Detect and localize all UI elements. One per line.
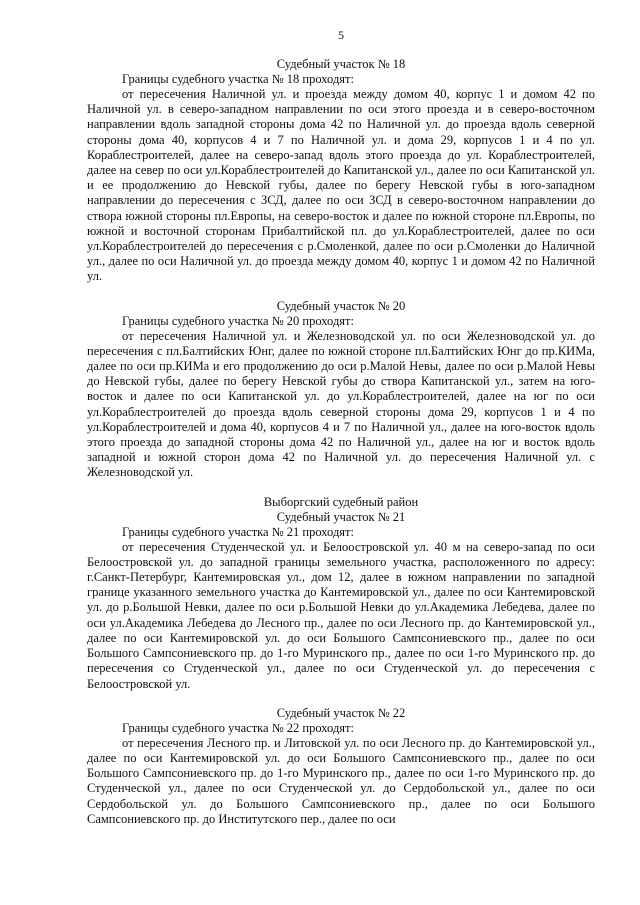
page-number: 5 [338,28,344,42]
section-text: от пересечения Наличной ул. и Железноводской ул. по оси Железноводской ул. до пересечения с пл.Балтийских Юнг, далее по южной стороне пл.Балтийских Юнг до пр.КИМа, далее по оси пр.КИМа и его продолжению до оси р.Малой Невы, далее по оси р.Малой Невы до Невской губы, далее по берегу Невской губы до створа Капитанской ул., затем на юго-восток и далее по оси Капитанской ул. до ул.Кораблестроителей, далее на юг по оси ул.Кораблестроителей до проезда вдоль северной стороны дома 29, корпусов 1 и 4 по ул.Кораблестроителей и дома 40, корпусов 4 и 7 по Наличной ул., далее на юго-восток вдоль этого проезда до западной стороны дома 42 по Наличной ул., далее на юг и восток вдоль западной и южной сторон дома 42 по Наличной ул. до пересечения Наличной ул. с Железноводской ул. [87,328,595,480]
section-court-21 [87,495,595,692]
document-page [87,28,595,827]
section-text: от пересечения Наличной ул. и проезда между домом 40, корпус 1 и домом 42 по Наличной ул. в северо-западном направлении по оси этого проезда и в северо-восточном направлении вдоль западной стороны дома 42 по Наличной ул. до проезда вдоль северной стороны дома 40, корпусов 4 и 7 по Наличной ул. и дома 29, корпусов 1 и 4 по ул. Кораблестроителей, далее на северо-запад вдоль этого проезда до ул. Кораблестроителей, далее на север по оси ул.Кораблестроителей до Капитанской ул., далее по оси Капитанской ул. и ее продолжению до Невской губы, далее по берегу Невской губы в юго-западном направлении до пересечения с ЗСД, далее по оси ЗСД в северо-восточном направлении до створа южной стороны пл.Европы, на северо-восток и далее по южной стороне пл.Европы, по южной и восточной сторонам Прибалтийской пл. до ул.Кораблестроителей, далее по оси ул.Кораблестроителей до пересечения с р.Смоленкой, далее по оси р.Смоленки до Наличной ул., далее по оси Наличной ул. до проезда между домом 40, корпус 1 и домом 42 по Наличной ул. [87,87,595,284]
section-lead: Границы судебного участка № 18 проходят: [122,72,354,86]
section-court-22 [87,706,595,827]
section-lead: Границы судебного участка № 20 проходят: [122,313,354,328]
section-title: Судебный участок № 22 [276,705,406,720]
section-text: от пересечения Студенческой ул. и Белоостровской ул. 40 м на северо-запад по оси Белоостровской ул. до западной границы земельного участка, расположенного по адресу: г.Санкт-Петербург, Кантемировская ул., дом 12, далее в южном направлении по западной границе указанного земельного участка до Кантемировской ул., далее по оси Кантемировской ул. до р.Большой Невки, далее по оси р.Большой Невки до ул.Академика Лебедева, далее по оси ул.Академика Лебедева до Лесного пр., далее по оси Лесного пр. до Кантемировской ул., далее по оси Кантемировской ул. до оси Большого Сампсониевского пр., далее по оси Большого Сампсониевского пр. до 1-го Муринского пр., далее по оси 1-го Муринского пр. до пересечения со Студенческой ул., далее по оси Студенческой ул. до пересечения с Белоостровской ул. [87,539,595,691]
section-lead: Границы судебного участка № 22 проходят: [122,720,354,735]
section-court-20 [87,299,595,481]
section-title: Судебный участок № 20 [276,298,406,313]
district-title: Выборгский судебный район [263,494,419,509]
section-court-18 [87,57,595,285]
section-title: Судебный участок № 18 [276,57,406,71]
section-title: Судебный участок № 21 [276,509,406,524]
section-lead: Границы судебного участка № 21 проходят: [122,524,354,539]
section-text: от пересечения Лесного пр. и Литовской ул. по оси Лесного пр. до Кантемировской ул., далее по оси Кантемировской ул. до оси Большого Сампсониевского пр., далее по оси Большого Сампсониевского пр. до 1-го Муринского пр., далее по оси 1-го Муринского пр. до Студенческой ул., далее по оси Студенческой ул. до Сердобольской ул., далее по оси Сердобольской ул. до Большого Сампсониевского пр., далее по оси Большого Сампсониевского пр. до Институтского пер., далее по оси [87,735,595,826]
